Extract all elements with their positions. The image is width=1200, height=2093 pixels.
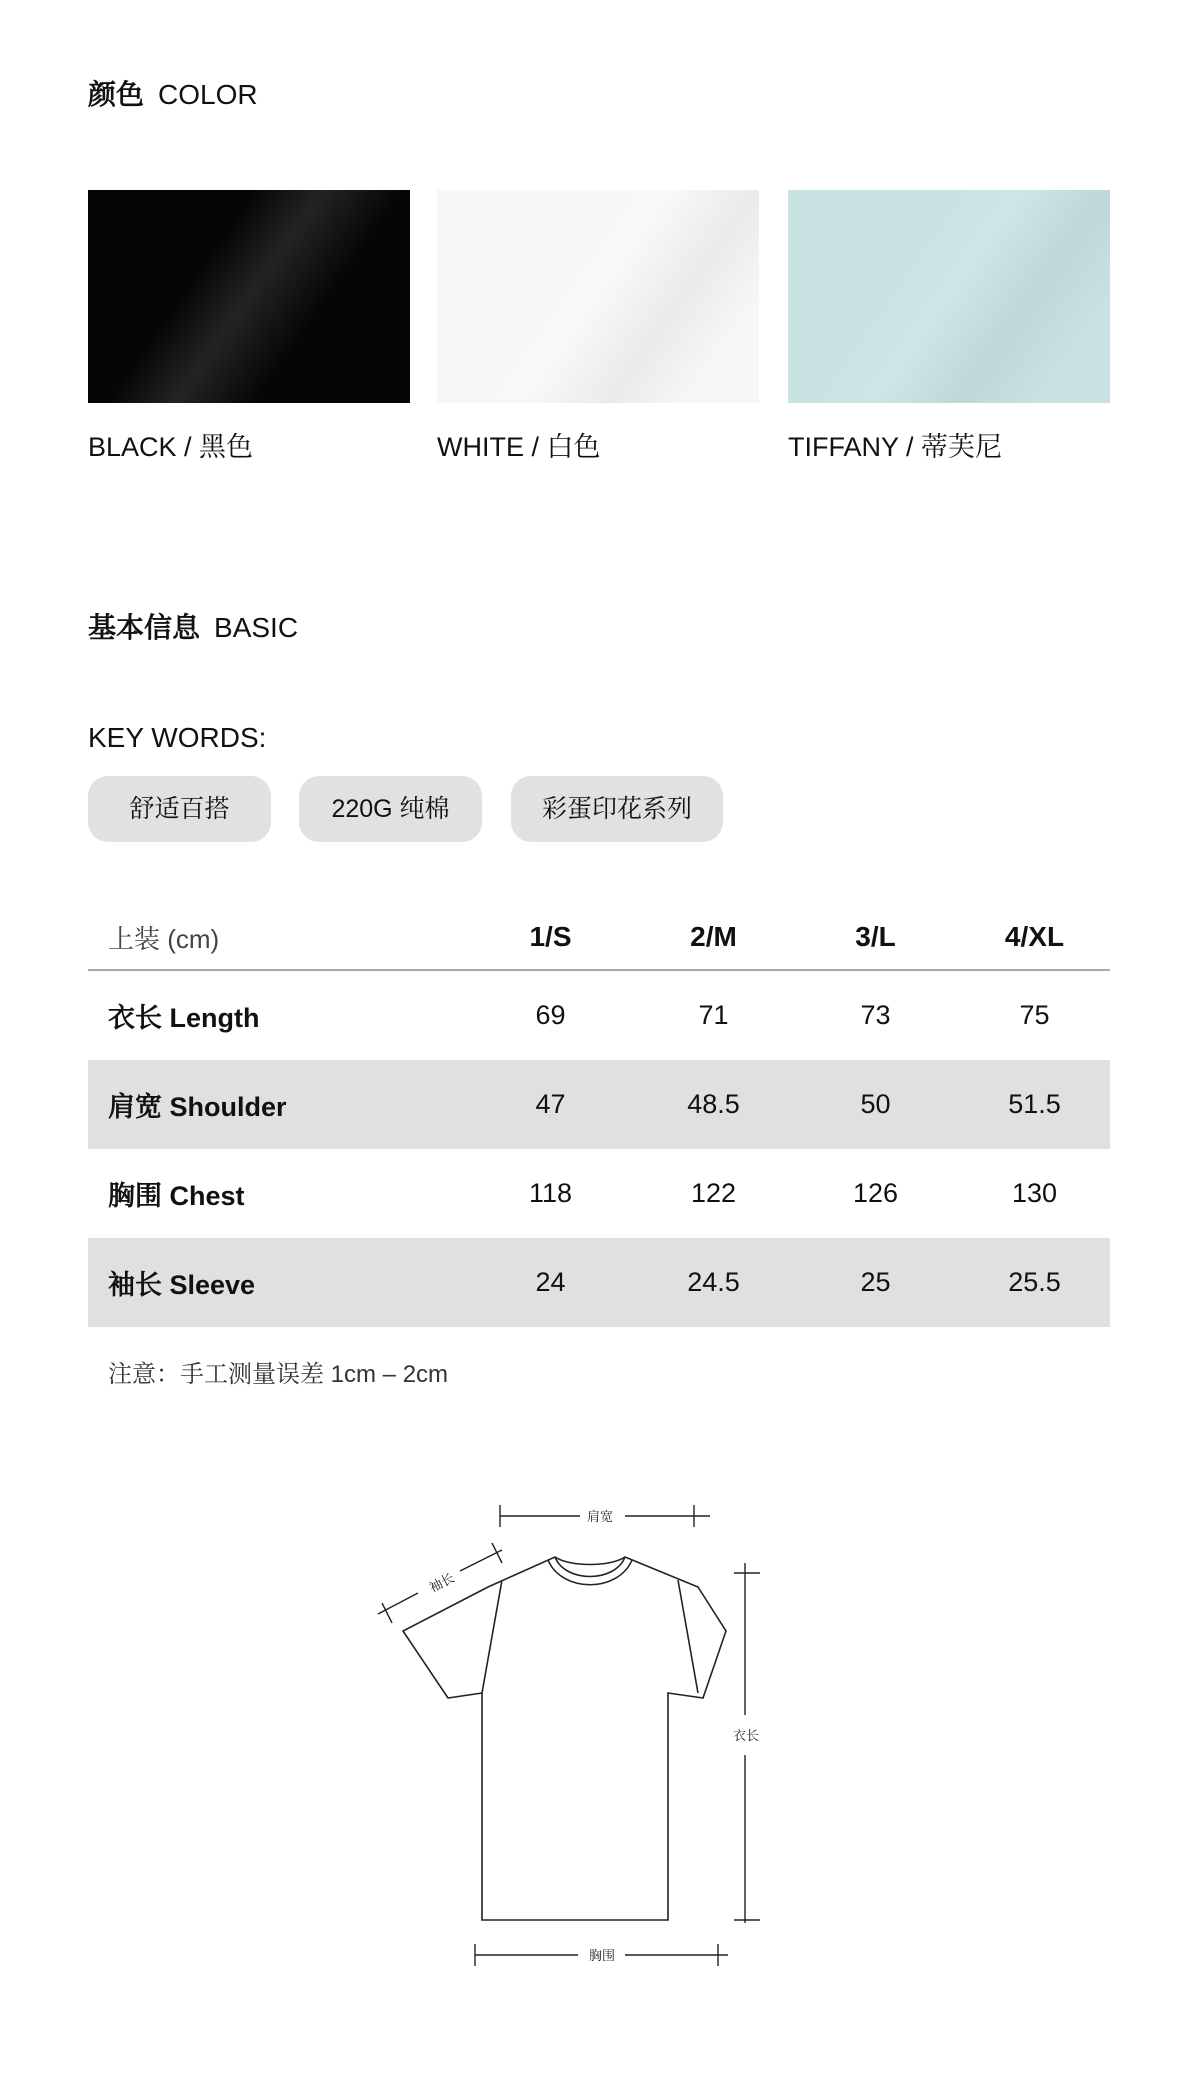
table-header-size: 1/S xyxy=(529,921,572,952)
row-label: 袖长 Sleeve xyxy=(108,1270,256,1300)
table-cell: 75 xyxy=(1019,1000,1050,1030)
keyword-pill: 舒适百搭 xyxy=(88,776,271,842)
table-cell: 24.5 xyxy=(687,1267,740,1297)
row-label: 胸围 Chest xyxy=(108,1181,245,1211)
table-row-length xyxy=(88,971,1110,1060)
sleeve-dimension-label: 袖长 xyxy=(427,1570,458,1597)
table-header-size: 3/L xyxy=(855,921,896,952)
color-title-en: COLOR xyxy=(158,79,258,110)
tshirt-outline-graphic xyxy=(370,1495,810,1975)
swatch-label-white: WHITE / 白色 xyxy=(437,432,601,462)
row-label: 衣长 Length xyxy=(108,1003,260,1033)
measurement-note: 注意：手工测量误差 1cm – 2cm xyxy=(108,1361,449,1388)
basic-title-en: BASIC xyxy=(214,612,299,643)
chest-dimension-label: 胸围 xyxy=(588,1949,616,1964)
table-cell: 69 xyxy=(535,1000,566,1030)
table-header-unit: 上装 (cm) xyxy=(108,923,220,954)
keyword-pill: 220G 纯棉 xyxy=(299,776,482,842)
table-row-chest xyxy=(88,1149,1110,1238)
table-cell: 47 xyxy=(535,1089,566,1119)
table-cell: 71 xyxy=(698,1000,729,1030)
table-cell: 48.5 xyxy=(687,1089,740,1119)
table-cell: 118 xyxy=(528,1178,573,1208)
table-cell: 122 xyxy=(690,1178,737,1208)
shoulder-dimension-label: 肩宽 xyxy=(586,1510,614,1525)
table-row-shoulder xyxy=(88,1060,1110,1149)
keywords-title: KEY WORDS: xyxy=(88,722,267,753)
basic-section-title xyxy=(88,614,298,642)
table-header-size: 2/M xyxy=(690,921,737,952)
table-cell: 24 xyxy=(535,1267,566,1297)
swatch-black[interactable] xyxy=(88,190,410,403)
tshirt-diagram xyxy=(370,1495,810,1975)
size-table-header xyxy=(88,905,1110,971)
table-cell: 51.5 xyxy=(1008,1089,1061,1119)
table-cell: 25 xyxy=(860,1267,891,1297)
table-cell: 126 xyxy=(852,1178,899,1208)
color-section-title xyxy=(88,81,258,109)
keyword-pill: 彩蛋印花系列 xyxy=(511,776,723,842)
table-cell: 25.5 xyxy=(1008,1267,1061,1297)
swatch-tiffany[interactable] xyxy=(788,190,1110,403)
table-row-sleeve xyxy=(88,1238,1110,1327)
color-title-zh: 颜色 xyxy=(88,79,145,110)
table-cell: 73 xyxy=(860,1000,891,1030)
table-cell: 50 xyxy=(860,1089,891,1119)
table-header-size: 4/XL xyxy=(1004,921,1065,952)
length-dimension-label: 衣长 xyxy=(732,1729,760,1744)
basic-title-zh: 基本信息 xyxy=(88,612,201,643)
swatch-white[interactable] xyxy=(437,190,759,403)
swatch-label-black: BLACK / 黑色 xyxy=(88,432,254,462)
swatch-label-tiffany: TIFFANY / 蒂芙尼 xyxy=(788,432,1003,462)
row-label: 肩宽 Shoulder xyxy=(108,1092,287,1122)
size-table xyxy=(88,905,1110,1327)
table-cell: 130 xyxy=(1011,1178,1058,1208)
